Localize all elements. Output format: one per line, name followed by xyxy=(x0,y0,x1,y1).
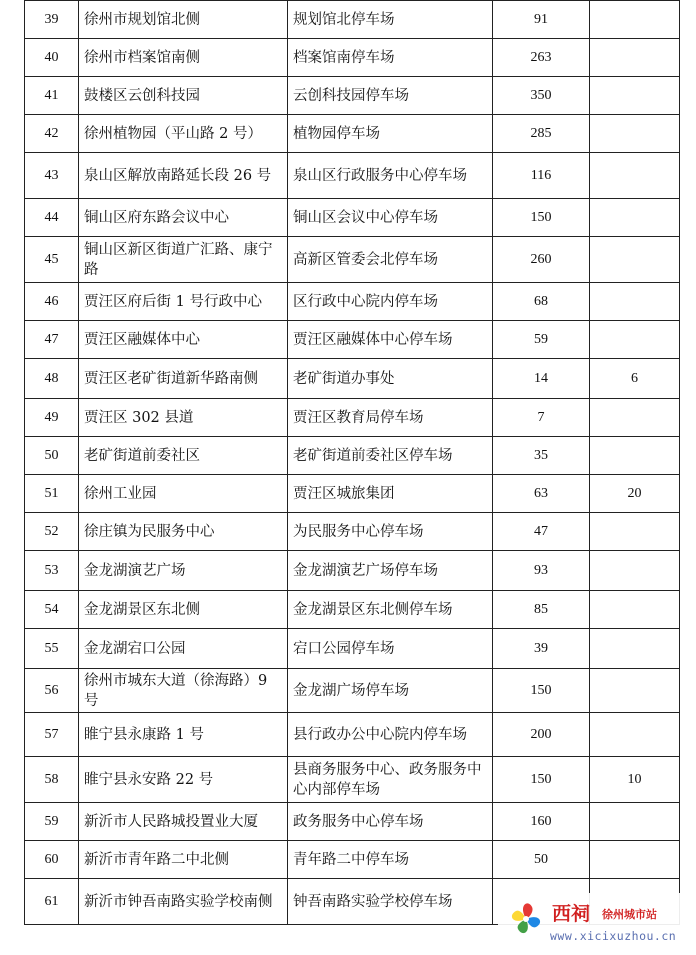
table-row xyxy=(25,841,680,879)
table-row xyxy=(25,669,680,713)
row-extra xyxy=(590,39,680,77)
row-extra xyxy=(590,283,680,321)
row-location: 铜山区新区街道广汇路、康宁路 xyxy=(79,237,288,283)
row-location: 金龙湖演艺广场 xyxy=(79,551,288,591)
table-row xyxy=(25,591,680,629)
row-number: 47 xyxy=(25,321,79,359)
row-spaces: 59 xyxy=(493,321,590,359)
table-row xyxy=(25,757,680,803)
row-spaces: 47 xyxy=(493,513,590,551)
row-extra: 10 xyxy=(590,757,680,803)
row-location: 老矿街道前委社区 xyxy=(79,437,288,475)
row-number: 55 xyxy=(25,629,79,669)
table-row xyxy=(25,199,680,237)
row-location: 鼓楼区云创科技园 xyxy=(79,77,288,115)
row-location: 徐州市城东大道（徐海路）9 号 xyxy=(79,669,288,713)
row-extra xyxy=(590,629,680,669)
row-extra xyxy=(590,1,680,39)
row-parking-lot: 金龙湖广场停车场 xyxy=(288,669,493,713)
row-location: 徐州市档案馆南侧 xyxy=(79,39,288,77)
parking-table xyxy=(24,0,680,925)
row-number: 49 xyxy=(25,399,79,437)
row-location: 泉山区解放南路延长段 26 号 xyxy=(79,153,288,199)
row-extra xyxy=(590,237,680,283)
row-parking-lot: 钟吾南路实验学校停车场 xyxy=(288,879,493,925)
row-number: 43 xyxy=(25,153,79,199)
row-location: 徐州工业园 xyxy=(79,475,288,513)
row-parking-lot: 青年路二中停车场 xyxy=(288,841,493,879)
row-parking-lot: 金龙湖演艺广场停车场 xyxy=(288,551,493,591)
table-row xyxy=(25,629,680,669)
row-location: 睢宁县永安路 22 号 xyxy=(79,757,288,803)
row-location: 徐州植物园（平山路 2 号） xyxy=(79,115,288,153)
row-parking-lot: 贾汪区城旅集团 xyxy=(288,475,493,513)
row-extra xyxy=(590,591,680,629)
table-row xyxy=(25,77,680,115)
row-number: 48 xyxy=(25,359,79,399)
row-number: 60 xyxy=(25,841,79,879)
row-spaces: 91 xyxy=(493,1,590,39)
row-parking-lot: 金龙湖景区东北侧停车场 xyxy=(288,591,493,629)
row-number: 50 xyxy=(25,437,79,475)
row-extra xyxy=(590,115,680,153)
row-location: 贾汪区老矿街道新华路南侧 xyxy=(79,359,288,399)
row-extra xyxy=(590,437,680,475)
row-number: 45 xyxy=(25,237,79,283)
row-extra xyxy=(590,153,680,199)
row-number: 59 xyxy=(25,803,79,841)
row-spaces: 150 xyxy=(493,757,590,803)
row-parking-lot: 高新区管委会北停车场 xyxy=(288,237,493,283)
table-row xyxy=(25,359,680,399)
row-number: 39 xyxy=(25,1,79,39)
row-location: 金龙湖宕口公园 xyxy=(79,629,288,669)
row-spaces: 14 xyxy=(493,359,590,399)
row-number: 54 xyxy=(25,591,79,629)
row-spaces: 68 xyxy=(493,283,590,321)
table-row xyxy=(25,153,680,199)
row-spaces: 200 xyxy=(493,713,590,757)
row-number: 53 xyxy=(25,551,79,591)
row-location: 金龙湖景区东北侧 xyxy=(79,591,288,629)
row-spaces: 150 xyxy=(493,199,590,237)
row-number: 51 xyxy=(25,475,79,513)
row-location: 徐州市规划馆北侧 xyxy=(79,1,288,39)
row-number: 52 xyxy=(25,513,79,551)
row-parking-lot: 植物园停车场 xyxy=(288,115,493,153)
row-parking-lot: 区行政中心院内停车场 xyxy=(288,283,493,321)
row-number: 56 xyxy=(25,669,79,713)
row-extra xyxy=(590,551,680,591)
table-row xyxy=(25,399,680,437)
row-extra: 6 xyxy=(590,359,680,399)
row-location: 新沂市人民路城投置业大厦 xyxy=(79,803,288,841)
row-number: 57 xyxy=(25,713,79,757)
row-parking-lot: 档案馆南停车场 xyxy=(288,39,493,77)
row-spaces: 150 xyxy=(493,669,590,713)
row-parking-lot: 规划馆北停车场 xyxy=(288,1,493,39)
row-spaces: 260 xyxy=(493,237,590,283)
row-number: 58 xyxy=(25,757,79,803)
table-row xyxy=(25,321,680,359)
row-number: 44 xyxy=(25,199,79,237)
row-number: 42 xyxy=(25,115,79,153)
row-parking-lot: 云创科技园停车场 xyxy=(288,77,493,115)
table-row xyxy=(25,513,680,551)
row-spaces: 160 xyxy=(493,803,590,841)
row-parking-lot: 政务服务中心停车场 xyxy=(288,803,493,841)
row-parking-lot: 县行政办公中心院内停车场 xyxy=(288,713,493,757)
row-extra: 20 xyxy=(590,475,680,513)
row-spaces: 263 xyxy=(493,39,590,77)
table-row xyxy=(25,437,680,475)
row-spaces: 116 xyxy=(493,153,590,199)
row-extra xyxy=(590,669,680,713)
row-spaces: 85 xyxy=(493,591,590,629)
row-spaces: 63 xyxy=(493,475,590,513)
table-row xyxy=(25,475,680,513)
watermark-url: www.xicixuzhou.cn xyxy=(550,929,677,943)
row-parking-lot: 宕口公园停车场 xyxy=(288,629,493,669)
pinwheel-logo-icon xyxy=(504,897,548,941)
row-extra xyxy=(590,77,680,115)
table-row xyxy=(25,551,680,591)
row-number: 40 xyxy=(25,39,79,77)
row-location: 铜山区府东路会议中心 xyxy=(79,199,288,237)
parking-table-body xyxy=(25,1,680,925)
row-extra xyxy=(590,803,680,841)
row-extra xyxy=(590,841,680,879)
row-parking-lot: 贾汪区融媒体中心停车场 xyxy=(288,321,493,359)
row-location: 贾汪区融媒体中心 xyxy=(79,321,288,359)
row-location: 睢宁县永康路 1 号 xyxy=(79,713,288,757)
row-number: 46 xyxy=(25,283,79,321)
row-spaces: 39 xyxy=(493,629,590,669)
row-number: 61 xyxy=(25,879,79,925)
table-row xyxy=(25,803,680,841)
table-row xyxy=(25,237,680,283)
row-spaces: 285 xyxy=(493,115,590,153)
row-spaces: 35 xyxy=(493,437,590,475)
table-row xyxy=(25,39,680,77)
row-spaces: 50 xyxy=(493,841,590,879)
row-extra xyxy=(590,513,680,551)
row-parking-lot: 铜山区会议中心停车场 xyxy=(288,199,493,237)
table-row xyxy=(25,283,680,321)
row-spaces: 350 xyxy=(493,77,590,115)
row-location: 新沂市钟吾南路实验学校南侧 xyxy=(79,879,288,925)
row-extra xyxy=(590,199,680,237)
row-parking-lot: 泉山区行政服务中心停车场 xyxy=(288,153,493,199)
row-extra xyxy=(590,713,680,757)
row-extra xyxy=(590,321,680,359)
table-row xyxy=(25,713,680,757)
row-location: 徐庄镇为民服务中心 xyxy=(79,513,288,551)
watermark-subtitle: 徐州城市站 xyxy=(602,908,657,921)
table-row xyxy=(25,115,680,153)
row-parking-lot: 贾汪区教育局停车场 xyxy=(288,399,493,437)
watermark-title: 西祠 xyxy=(552,903,591,925)
table-row xyxy=(25,1,680,39)
row-extra xyxy=(590,399,680,437)
row-parking-lot: 县商务服务中心、政务服务中心内部停车场 xyxy=(288,757,493,803)
row-location: 新沂市青年路二中北侧 xyxy=(79,841,288,879)
row-parking-lot: 老矿街道前委社区停车场 xyxy=(288,437,493,475)
row-spaces: 7 xyxy=(493,399,590,437)
row-location: 贾汪区 302 县道 xyxy=(79,399,288,437)
row-parking-lot: 为民服务中心停车场 xyxy=(288,513,493,551)
row-spaces: 93 xyxy=(493,551,590,591)
watermark xyxy=(498,893,696,955)
row-location: 贾汪区府后街 1 号行政中心 xyxy=(79,283,288,321)
row-parking-lot: 老矿街道办事处 xyxy=(288,359,493,399)
row-number: 41 xyxy=(25,77,79,115)
